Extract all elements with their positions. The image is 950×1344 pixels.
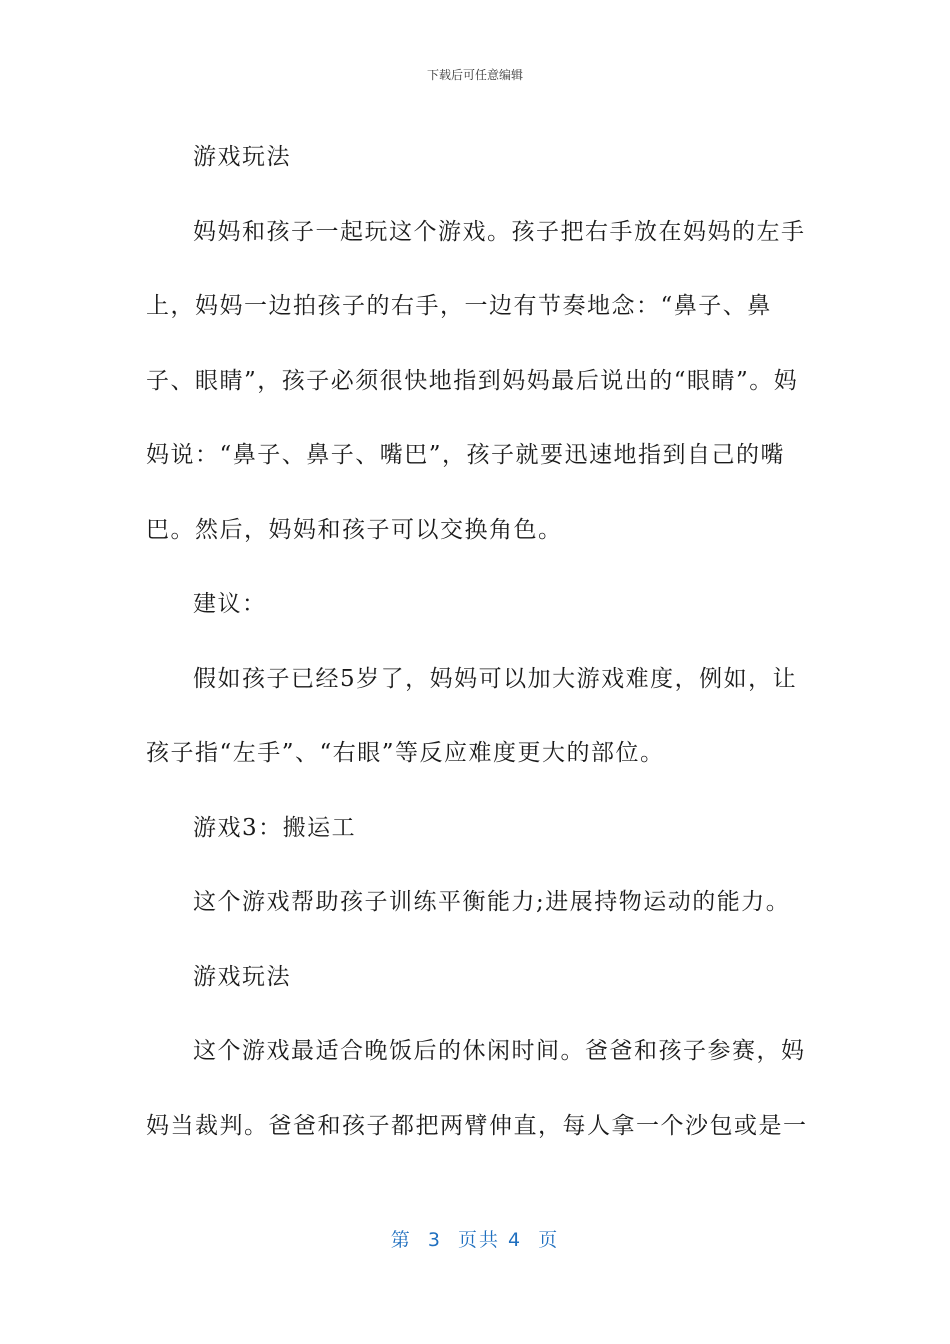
document-body: [146, 120, 810, 1163]
section-heading-game-3: 游戏3：搬运工: [193, 814, 357, 841]
page-footer-page-number: 第 3 页共 4 页: [390, 1229, 560, 1251]
section-heading-suggestion: 建议：: [193, 591, 267, 617]
section-heading-gameplay: 游戏玩法: [193, 144, 291, 170]
section-heading-gameplay-2: 游戏玩法: [193, 963, 291, 990]
paragraph-game-3-purpose: 这个游戏帮助孩子训练平衡能力;进展持物运动的能力。: [193, 889, 791, 915]
paragraph-suggestion: 假如孩子已经5岁了，妈妈可以加大游戏难度，例如，让孩子指“左手”、“右眼”等反应难度更大的部位。: [146, 665, 798, 766]
paragraph-gameplay-description: 妈妈和孩子一起玩这个游戏。孩子把右手放在妈妈的左手上，妈妈一边拍孩子的右手，一边有节奏地念：“鼻子、鼻子、眼睛”，孩子必须很快地指到妈妈最后说出的“眼睛”。妈妈说：“鼻子、鼻子、嘴巴”，孩子就要迅速地指到自己的嘴巴。然后，妈妈和孩子可以交换角色。: [146, 218, 806, 543]
page-header: 下载后可任意编辑: [426, 68, 523, 82]
paragraph-gameplay-2-description: 这个游戏最适合晚饭后的休闲时间。爸爸和孩子参赛，妈妈当裁判。爸爸和孩子都把两臂伸直，每人拿一个沙包或是一: [146, 1038, 808, 1139]
